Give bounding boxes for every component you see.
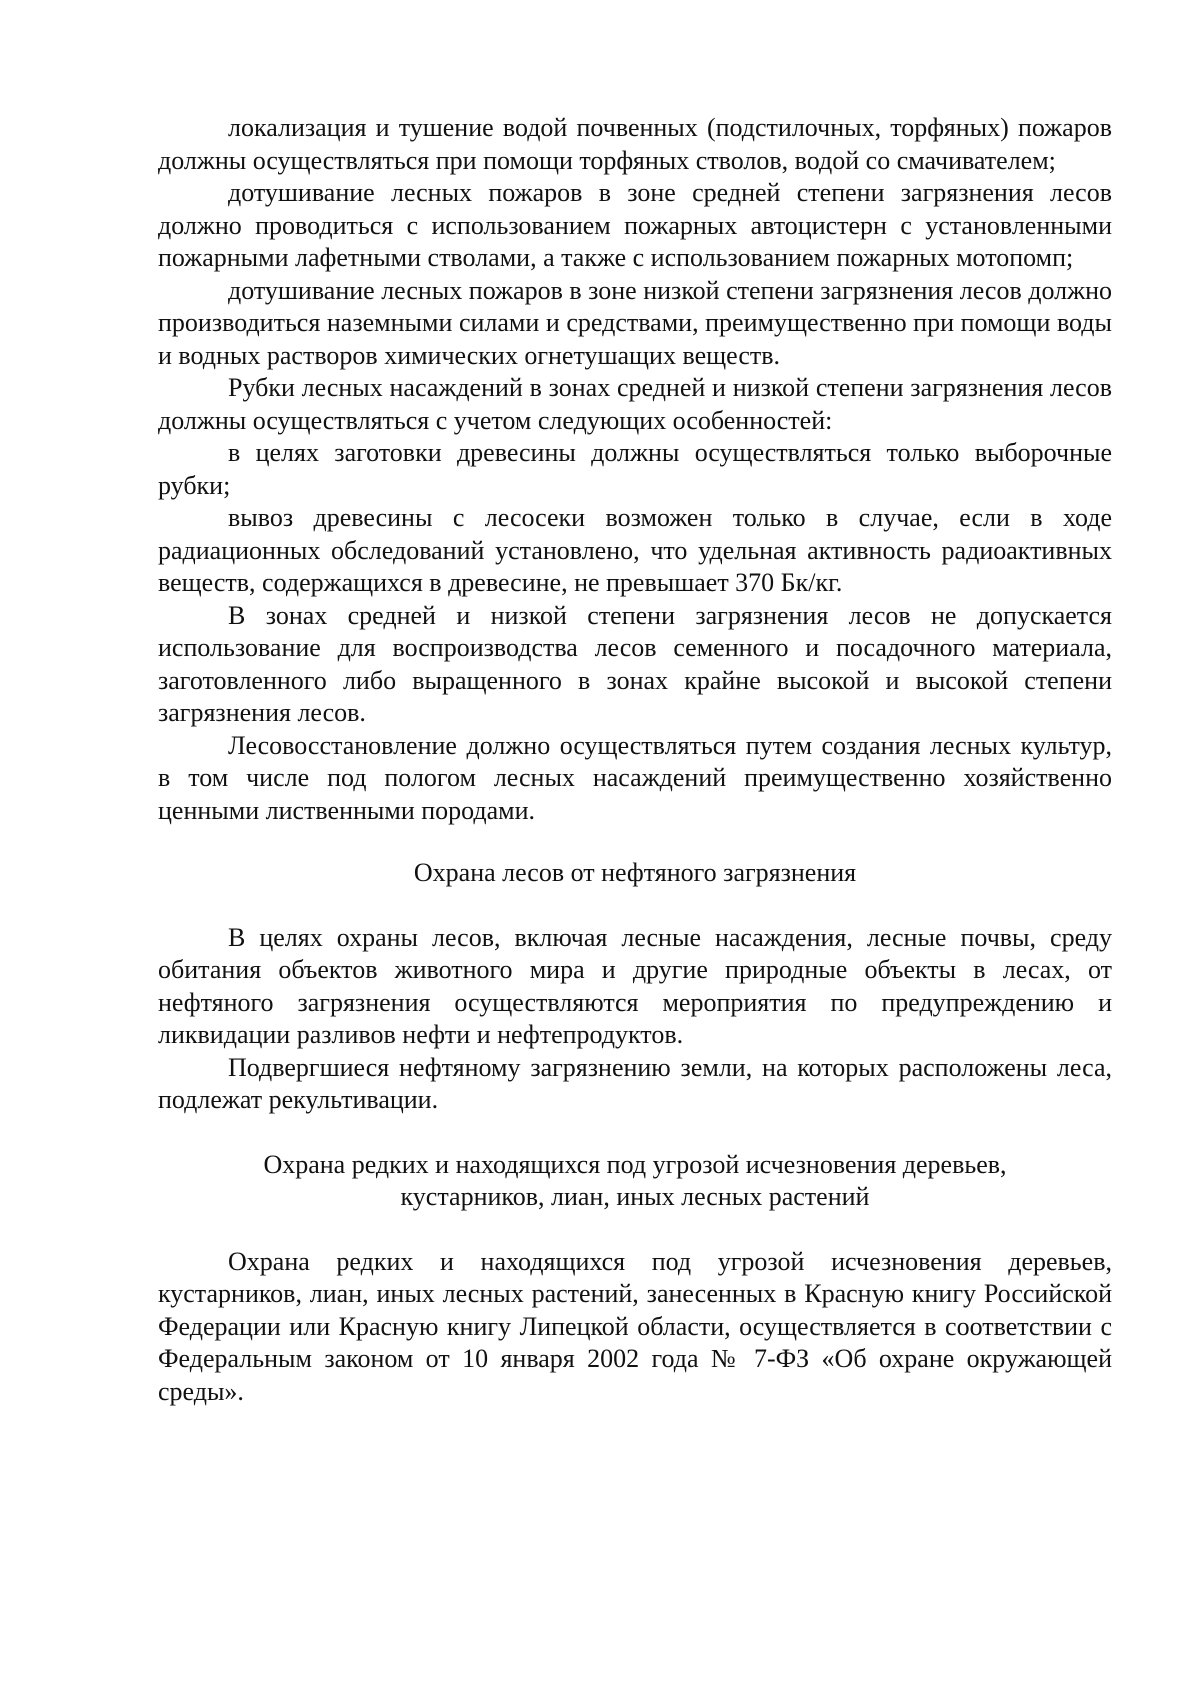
paragraph-recultivation: Подвергшиеся нефтяному загрязнению земли, на которых расположены леса, подлежат рекультивации.	[158, 1052, 1112, 1114]
paragraph-selective-logging: в целях заготовки древесины должны осуществляться только выборочные рубки;	[158, 438, 1112, 500]
document-page	[158, 112, 1112, 1408]
heading-rare-plants	[158, 1149, 1112, 1214]
heading-rare-plants-line-2: кустарников, лиан, иных лесных растений	[400, 1182, 870, 1211]
heading-rare-plants-line-1: Охрана редких и находящихся под угрозой исчезновения деревьев,	[263, 1149, 1007, 1179]
paragraph-timber-removal: вывоз древесины с лесосеки возможен только в случае, если в ходе радиационных обследований установлено, что удельная активность радиоактивных веществ, содержащихся в древесине, не превышает 370 Бк/кг.	[158, 503, 1112, 597]
paragraph-medium-zone-fire: дотушивание лесных пожаров в зоне средней степени загрязнения лесов должно проводиться с использованием пожарных автоцистерн с установленными пожарными лафетными стволами, а также с использованием пожарных мотопомп;	[158, 178, 1112, 272]
paragraph-oil-measures: В целях охраны лесов, включая лесные насаждения, лесные почвы, среду обитания объектов животного мира и другие природные объекты в лесах, от нефтяного загрязнения осуществляются мероприятия по предупреждению и ликвидации разливов нефти и нефтепродуктов.	[158, 922, 1112, 1049]
heading-oil-pollution-text: Охрана лесов от нефтяного загрязнения	[413, 858, 857, 887]
heading-oil-pollution	[158, 857, 1112, 890]
fire-and-logging-section	[158, 112, 1112, 827]
paragraph-peat-fire: локализация и тушение водой почвенных (подстилочных, торфяных) пожаров должны осуществляться при помощи торфяных стволов, водой со смачивателем;	[158, 113, 1112, 175]
paragraph-reforestation: Лесовосстановление должно осуществляться путем создания лесных культур, в том числе под пологом лесных насаждений преимущественно хозяйственно ценными лиственными породами.	[158, 730, 1112, 825]
oil-pollution-section	[158, 922, 1112, 1117]
paragraph-logging-intro: Рубки лесных насаждений в зонах средней и низкой степени загрязнения лесов должны осуществляться с учетом следующих особенностей:	[158, 373, 1112, 435]
paragraph-red-book: Охрана редких и находящихся под угрозой исчезновения деревьев, кустарников, лиан, иных лесных растений, занесенных в Красную книгу Российской Федерации или Красную книгу Липецкой области, осуществляется в соответствии с Федеральным законом от 10 января 2002 года № 7-ФЗ «Об охране окружающей среды».	[158, 1246, 1112, 1406]
rare-plants-section	[158, 1246, 1112, 1409]
paragraph-seed-material: В зонах средней и низкой степени загрязнения лесов не допускается использование для воспроизводства лесов семенного и посадочного материала, заготовленного либо выращенного в зонах крайне высокой и высокой степени загрязнения лесов.	[158, 600, 1112, 727]
paragraph-low-zone-fire: дотушивание лесных пожаров в зоне низкой степени загрязнения лесов должно производиться наземными силами и средствами, преимущественно при помощи воды и водных растворов химических огнетушащих веществ.	[158, 275, 1112, 370]
